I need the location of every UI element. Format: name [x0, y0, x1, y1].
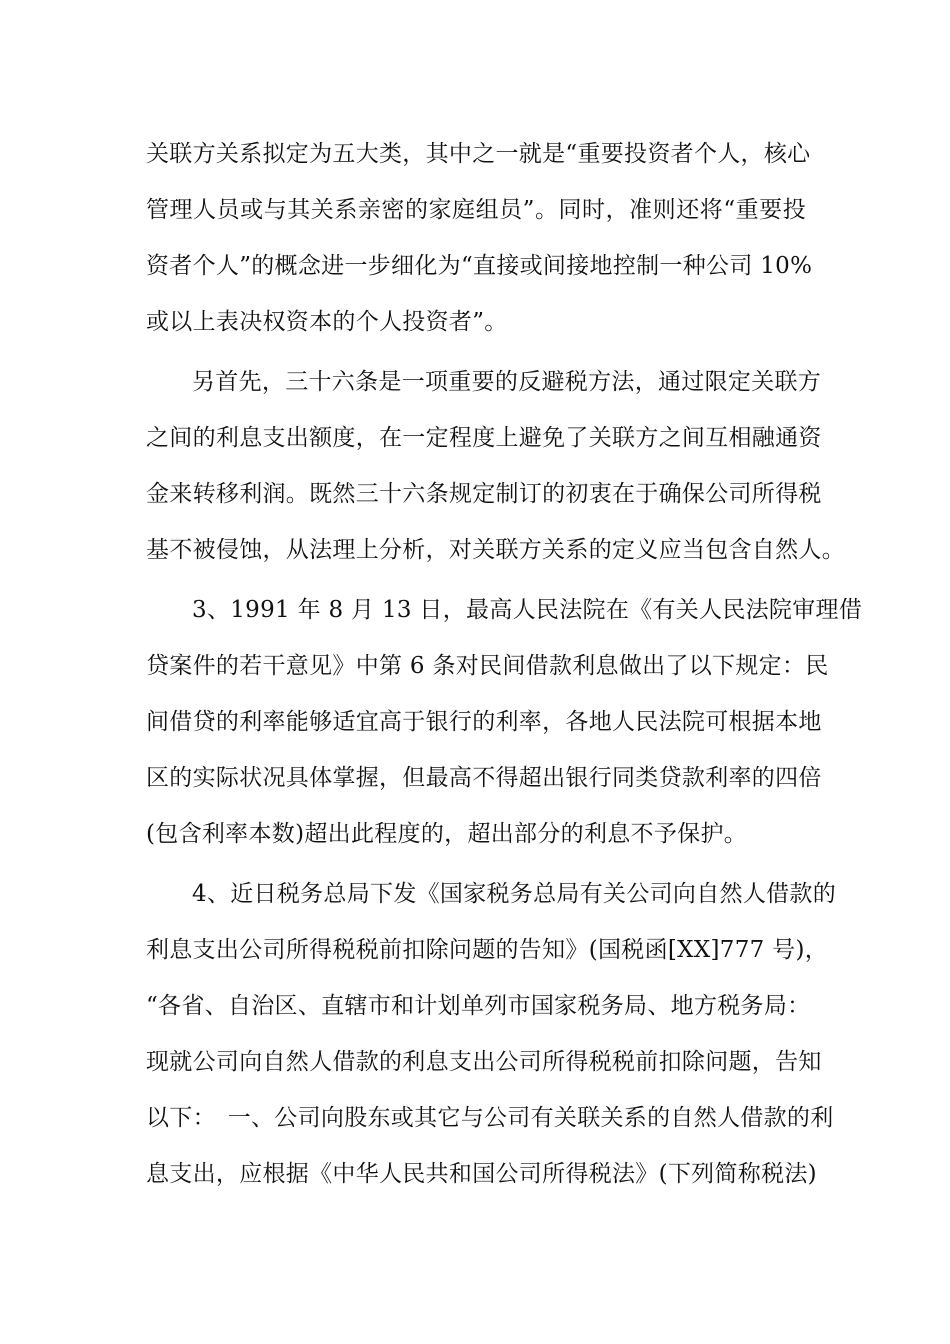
paragraph-first-line: 3、1991 年 8 月 13 日，最高人民法院在《有关人民法院审理借 [192, 597, 863, 623]
text-line: 利息支出公司所得税税前扣除问题的告知》(国税函[XX]777 号)， [146, 937, 829, 963]
text-line: (包含利率本数)超出此程度的，超出部分的利息不予保护。 [146, 821, 748, 847]
text-line: 息支出，应根据《中华人民共和国公司所得税法》(下列简称税法) [146, 1161, 817, 1187]
paragraph-first-line: 另首先，三十六条是一项重要的反避税方法，通过限定关联方 [192, 369, 822, 395]
text-line: “各省、自治区、直辖市和计划单列市国家税务局、地方税务局： [146, 993, 811, 1019]
text-line: 贷案件的若干意见》中第 6 条对民间借款利息做出了以下规定：民 [146, 653, 829, 679]
text-line: 基不被侵蚀，从法理上分析，对关联方关系的定义应当包含自然人。 [146, 537, 845, 563]
text-line: 间借贷的利率能够适宜高于银行的利率，各地人民法院可根据本地 [146, 709, 822, 735]
text-line: 现就公司向自然人借款的利息支出公司所得税税前扣除问题，告知 [146, 1049, 822, 1075]
paragraph-first-line: 4、近日税务总局下发《国家税务总局有关公司向自然人借款的 [192, 881, 837, 907]
text-line: 之间的利息支出额度，在一定程度上避免了关联方之间互相融通资 [146, 425, 822, 451]
text-line: 区的实际状况具体掌握，但最高不得超出银行同类贷款利率的四倍 [146, 765, 822, 791]
text-line: 关联方关系拟定为五大类，其中之一就是“重要投资者个人，核心 [146, 141, 811, 167]
text-line: 金来转移利润。既然三十六条规定制订的初衷在于确保公司所得税 [146, 481, 822, 507]
text-line: 或以上表决权资本的个人投资者”。 [146, 309, 508, 335]
text-line: 管理人员或与其关系亲密的家庭组员”。同时，准则还将“重要投 [146, 197, 806, 223]
text-line: 以下： 一、公司向股东或其它与公司有关联关系的自然人借款的利 [146, 1105, 834, 1131]
text-line: 资者个人”的概念进一步细化为“直接或间接地控制一种公司 10% [146, 253, 813, 279]
